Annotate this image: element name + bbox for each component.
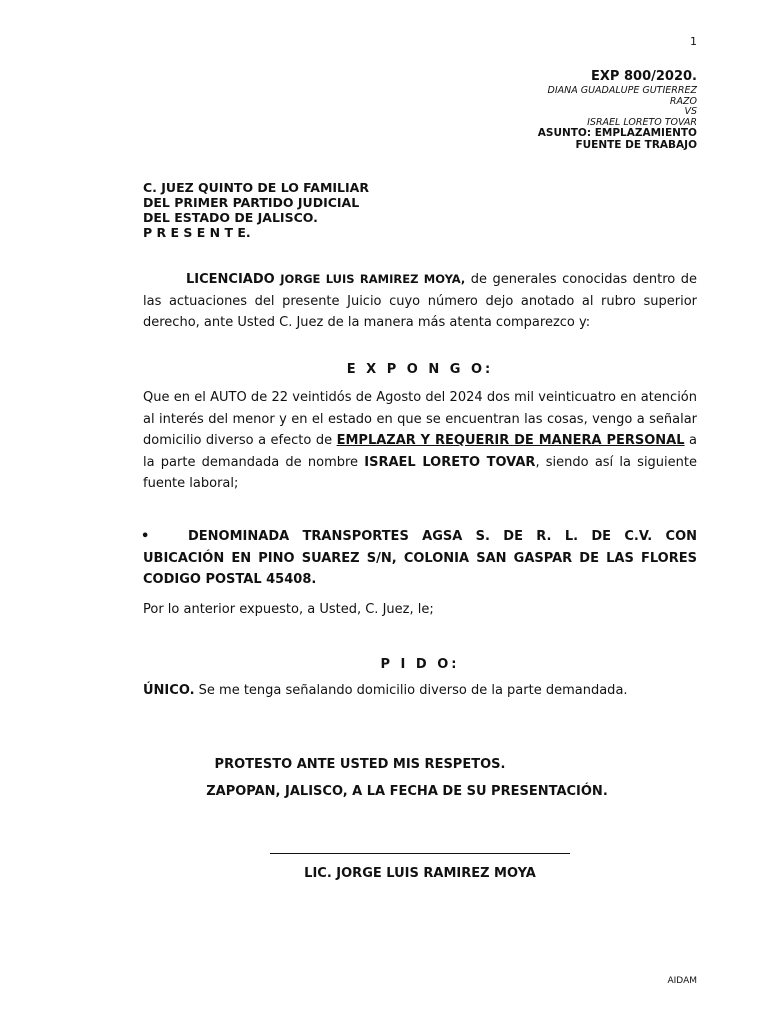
expongo-paragraph [143,387,697,495]
bullet-symbol: • [141,529,150,544]
subject-line2: FUENTE DE TRABAJO [575,138,697,151]
bullet-item [143,526,697,591]
addressee-line1: C. JUEZ QUINTO DE LO FAMILIAR [143,180,369,195]
closing-line2: ZAPOPAN, JALISCO, A LA FECHA DE SU PRESENTACIÓN. [206,784,608,799]
versus-label: VS [684,106,697,118]
signature-name: LIC. JORGE LUIS RAMIREZ MOYA [304,866,536,881]
addressee-line4: P R E S E N T E. [143,225,251,240]
expongo-text-2: a la parte demandada de nombre [143,433,697,470]
subject-line1: ASUNTO: EMPLAZAMIENTO [537,127,697,140]
bullet-text: DENOMINADA TRANSPORTES AGSA S. DE R. L. DE C.V. CON UBICACIÓN EN PINO SUAREZ S/N, COLONIA SAN GASPAR DE LAS FLORES CODIGO POSTAL 45408. [143,529,697,587]
expongo-text-1: Que en el AUTO de 22 veintidós de Agosto del 2024 dos mil veinticuatro en atención al interés del menor y en el estado en que se encuentran las cosas, vengo a señalar domicilio diverso a efecto de [143,390,697,448]
expongo-underlined: EMPLAZAR Y REQUERIR DE MANERA PERSONAL [336,433,685,448]
addressee-block [143,180,369,240]
intro-paragraph [143,269,697,334]
expongo-heading: E X P O N G O: [346,362,494,377]
petition-text: Se me tenga señalando domicilio diverso de la parte demandada. [194,683,628,698]
conclusion-paragraph: Por lo anterior expuesto, a Usted, C. Juez, le; [143,602,434,617]
defendant-name: ISRAEL LORETO TOVAR [587,116,697,128]
petition-lead: ÚNICO. [143,683,195,698]
page-number: 1 [690,35,697,48]
expongo-defendant: ISRAEL LORETO TOVAR [364,454,536,470]
expongo-text-3: , siendo así la siguiente fuente laboral; [143,454,697,491]
footer-mark: AIDAM [667,976,697,986]
intro-title: LICENCIADO [186,272,275,287]
case-number: EXP 800/2020. [591,69,697,84]
intro-name: JORGE LUIS RAMIREZ MOYA, [280,272,466,286]
closing-line1 [143,757,757,772]
addressee-line2: DEL PRIMER PARTIDO JUDICIAL [143,195,360,210]
petition-paragraph [143,680,697,702]
plaintiff-name-line2: RAZO [669,95,697,107]
case-header [397,70,697,151]
addressee-line3: DEL ESTADO DE JALISCO. [143,210,318,225]
signature-line [270,853,570,854]
closing-line1-text: PROTESTO ANTE USTED MIS RESPETOS. [214,757,506,772]
pido-heading: P I D O: [380,657,460,672]
plaintiff-name-line1: DIANA GUADALUPE GUTIERREZ [547,85,697,97]
intro-text: de generales conocidas dentro de las actuaciones del presente Juicio cuyo número dejo anotado al rubro superior derecho, ante Usted C. Juez de la manera más atenta comparezco y: [143,272,697,330]
